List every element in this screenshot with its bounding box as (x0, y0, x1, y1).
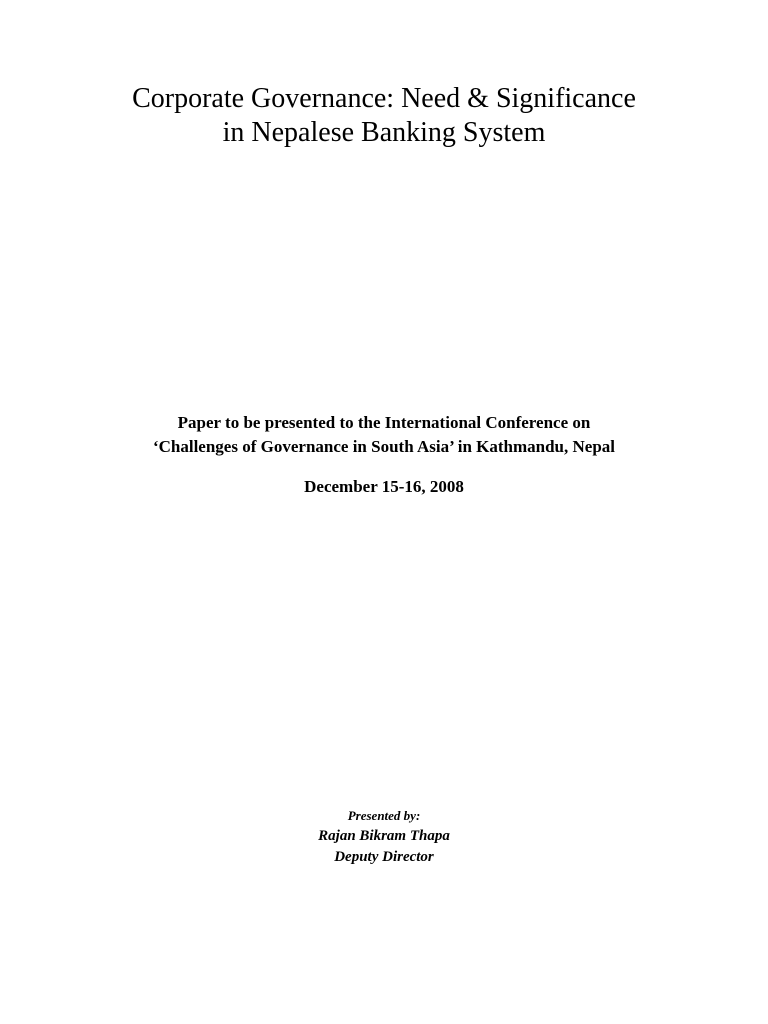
presenter-block (0, 806, 768, 868)
title-line-1: Corporate Governance: Need & Significance (132, 83, 636, 114)
presenter-name: Rajan Bikram Thapa (318, 828, 450, 844)
conference-line-1: Paper to be presented to the International Conference on (177, 413, 591, 432)
presenter-title: Deputy Director (334, 849, 434, 865)
title-line-2: in Nepalese Banking System (222, 117, 546, 148)
document-title (0, 82, 768, 150)
conference-statement (0, 411, 768, 459)
presented-by-label: Presented by: (347, 808, 421, 823)
conference-date: December 15-16, 2008 (304, 477, 464, 496)
conference-line-2: ‘Challenges of Governance in South Asia’ in Kathmandu, Nepal (152, 437, 616, 456)
